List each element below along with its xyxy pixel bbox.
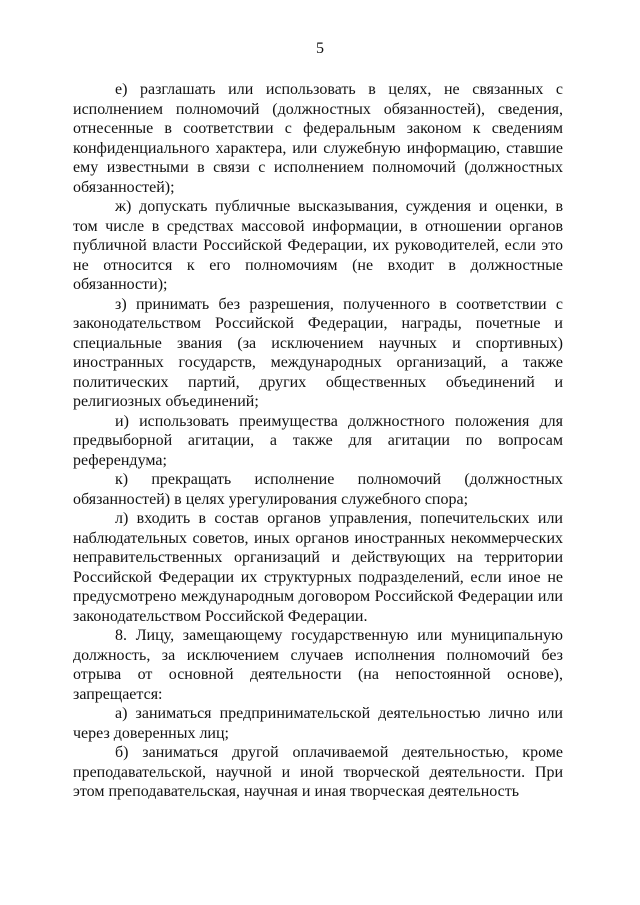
document-body bbox=[73, 80, 563, 802]
paragraph-item-e: е) разглашать или использовать в целях, не связанных с исполнением полномочий (должностных обязанностей), сведения, отнесенные в соответствии с федеральным законом к сведениям конфиденциального характера, или служебную информацию, ставшие ему известными в связи с исполнением полномочий (должностных обязанностей); bbox=[73, 81, 563, 196]
page-number: 5 bbox=[316, 40, 324, 57]
paragraph-item-a: а) заниматься предпринимательской деятельностью лично или через доверенных лиц; bbox=[73, 705, 563, 742]
paragraph-item-z: з) принимать без разрешения, полученного в соответствии с законодательством Российской Федерации, награды, почетные и специальные звания (за исключением научных и спортивных) иностранных государств, международных организаций, а также политических партий, других общественных объединений и религиозных объединений; bbox=[73, 295, 563, 410]
paragraph-item-b: б) заниматься другой оплачиваемой деятельностью, кроме преподавательской, научной и иной творческой деятельности. При этом преподавательская, научная и иная творческая деятельность bbox=[73, 744, 563, 800]
paragraph-item-i: и) использовать преимущества должностного положения для предвыборной агитации, а также для агитации по вопросам референдума; bbox=[73, 412, 563, 469]
paragraph-section-8: 8. Лицу, замещающему государственную или муниципальную должность, за исключением случаев исполнения полномочий без отрыва от основной деятельности (на непостоянной основе), запрещается: bbox=[73, 627, 563, 703]
paragraph-item-l: л) входить в состав органов управления, попечительских или наблюдательных советов, иных органов иностранных некоммерческих неправительственных организаций и действующих на территории Российской Федерации их структурных подразделений, если иное не предусмотрено международным договором Российской Федерации или законодательством Российской Федерации. bbox=[73, 510, 563, 625]
paragraph-item-k: к) прекращать исполнение полномочий (должностных обязанностей) в целях урегулирования служебного спора; bbox=[73, 471, 563, 508]
paragraph-item-zh: ж) допускать публичные высказывания, суждения и оценки, в том числе в средствах массовой информации, в отношении органов публичной власти Российской Федерации, их руководителей, если это не относится к его полномочиям (не входит в должностные обязанности); bbox=[73, 198, 563, 293]
